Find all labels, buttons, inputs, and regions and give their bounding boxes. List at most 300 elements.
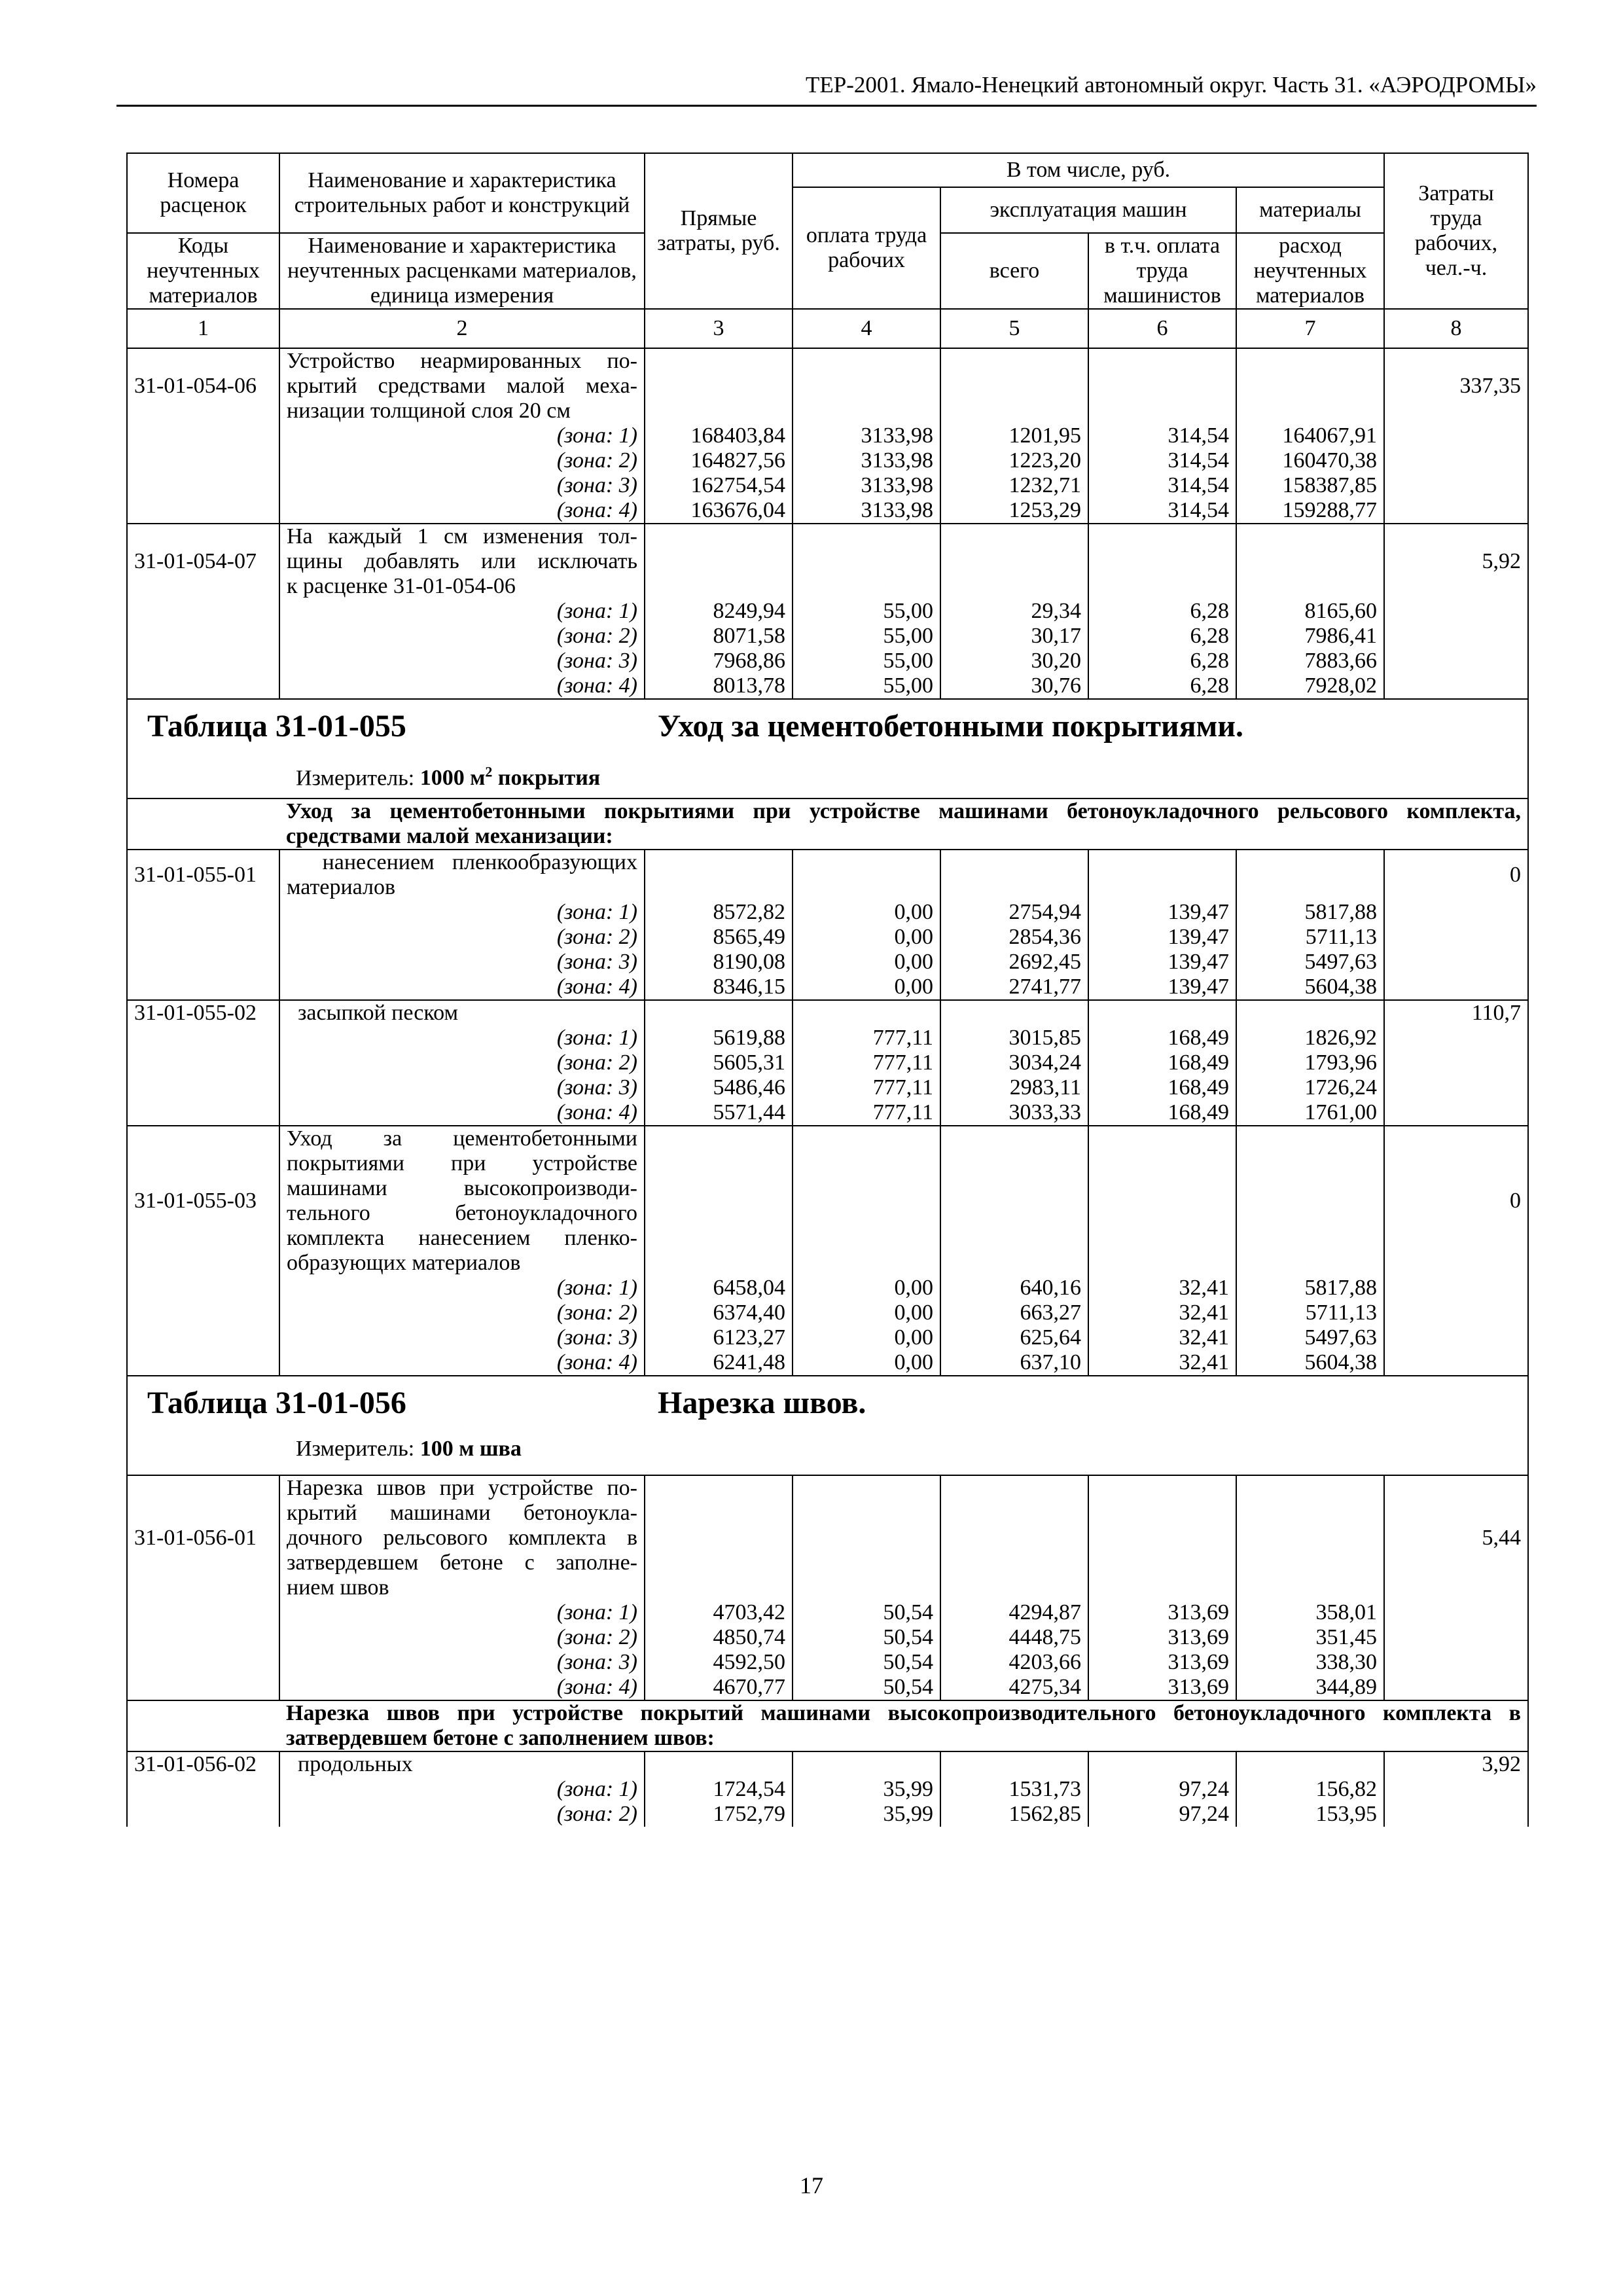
empty-cell xyxy=(793,850,940,900)
empty-cell xyxy=(1384,624,1528,649)
table-title-row xyxy=(127,1376,1528,1475)
cost-value: 0,00 xyxy=(793,925,940,950)
cost-value: 164067,91 xyxy=(1236,423,1384,448)
cost-value: 777,11 xyxy=(793,1026,940,1050)
zone-row xyxy=(127,925,1528,950)
zone-row xyxy=(127,448,1528,473)
zone-label: (зона: 3) xyxy=(279,1075,645,1100)
rate-code: 31-01-056-01 xyxy=(127,1475,279,1600)
cost-value: 168,49 xyxy=(1088,1026,1236,1050)
empty-cell xyxy=(1384,673,1528,699)
rate-description xyxy=(279,524,645,599)
empty-cell xyxy=(1384,1026,1528,1050)
page-header-title: ТЕР-2001. Ямало-Ненецкий автономный округ. Часть 31. «АЭРОДРОМЫ» xyxy=(806,72,1537,98)
empty-cell xyxy=(1384,649,1528,673)
empty-cell xyxy=(1236,524,1384,599)
empty-cell xyxy=(127,1300,279,1325)
zone-row xyxy=(127,1675,1528,1700)
cost-value: 6,28 xyxy=(1088,599,1236,624)
rate-code: 31-01-055-03 xyxy=(127,1126,279,1276)
measurement-tail: покрытия xyxy=(492,766,601,791)
cost-value: 32,41 xyxy=(1088,1276,1236,1300)
cost-value: 777,11 xyxy=(793,1100,940,1126)
cost-value: 50,54 xyxy=(793,1625,940,1650)
cost-value: 6241,48 xyxy=(645,1350,793,1376)
empty-cell xyxy=(645,524,793,599)
empty-cell xyxy=(645,1126,793,1276)
table-title-cell xyxy=(127,699,1528,798)
subsection-row xyxy=(127,798,1528,850)
cost-value: 0,00 xyxy=(793,1325,940,1350)
cost-value: 35,99 xyxy=(793,1777,940,1802)
cost-value: 5571,44 xyxy=(645,1100,793,1126)
measurement-value xyxy=(420,1437,522,1461)
empty-cell xyxy=(645,1751,793,1777)
empty-cell xyxy=(793,1126,940,1276)
cost-value: 97,24 xyxy=(1088,1777,1236,1802)
cost-value: 1726,24 xyxy=(1236,1075,1384,1100)
empty-cell xyxy=(127,798,279,850)
cost-value: 6374,40 xyxy=(645,1300,793,1325)
zone-row xyxy=(127,1350,1528,1376)
cost-value: 32,41 xyxy=(1088,1350,1236,1376)
empty-cell xyxy=(127,975,279,1000)
header-including: В том числе, руб. xyxy=(793,153,1384,187)
empty-cell xyxy=(1236,1751,1384,1777)
empty-cell xyxy=(127,473,279,498)
zone-row xyxy=(127,1600,1528,1625)
empty-cell xyxy=(1384,950,1528,975)
column-number: 7 xyxy=(1236,309,1384,348)
cost-value: 1752,79 xyxy=(645,1802,793,1827)
labor-value: 0 xyxy=(1384,1126,1528,1276)
table-body xyxy=(127,348,1528,1827)
empty-cell xyxy=(793,1751,940,1777)
table-title-cell xyxy=(127,1376,1528,1475)
cost-value: 168,49 xyxy=(1088,1100,1236,1126)
zone-label: (зона: 2) xyxy=(279,1625,645,1650)
zone-label: (зона: 4) xyxy=(279,498,645,524)
empty-cell xyxy=(127,673,279,699)
header-machinist-wages: в т.ч. оплата труда машинистов xyxy=(1088,233,1236,309)
measurement-sup: 2 xyxy=(485,764,493,780)
zone-label: (зона: 3) xyxy=(279,473,645,498)
description-line: щины добавлять или исключать xyxy=(287,549,637,573)
empty-cell xyxy=(940,1000,1088,1026)
empty-cell xyxy=(1384,1300,1528,1325)
cost-value: 0,00 xyxy=(793,1300,940,1325)
description-line: низации толщиной слоя 20 см xyxy=(287,399,571,423)
cost-value: 6,28 xyxy=(1088,624,1236,649)
empty-cell xyxy=(1384,925,1528,950)
empty-cell xyxy=(645,850,793,900)
column-number: 4 xyxy=(793,309,940,348)
labor-value: 3,92 xyxy=(1384,1751,1528,1777)
zone-row xyxy=(127,975,1528,1000)
cost-value: 139,47 xyxy=(1088,975,1236,1000)
cost-value: 637,10 xyxy=(940,1350,1088,1376)
cost-value: 8013,78 xyxy=(645,673,793,699)
cost-value: 164827,56 xyxy=(645,448,793,473)
empty-cell xyxy=(793,1475,940,1600)
zone-label: (зона: 3) xyxy=(279,1650,645,1675)
empty-cell xyxy=(127,1050,279,1075)
cost-value: 8190,08 xyxy=(645,950,793,975)
cost-value: 55,00 xyxy=(793,624,940,649)
cost-value: 1761,00 xyxy=(1236,1100,1384,1126)
cost-value: 777,11 xyxy=(793,1050,940,1075)
description-line: покрытиями при устройстве xyxy=(287,1151,637,1175)
empty-cell xyxy=(1384,1675,1528,1700)
empty-cell xyxy=(127,448,279,473)
cost-value: 160470,38 xyxy=(1236,448,1384,473)
zone-label: (зона: 2) xyxy=(279,1050,645,1075)
description-line: засыпкой песком xyxy=(287,1001,459,1025)
cost-value: 5619,88 xyxy=(645,1026,793,1050)
cost-value: 4275,34 xyxy=(940,1675,1088,1700)
zone-label: (зона: 1) xyxy=(279,900,645,925)
zone-label: (зона: 1) xyxy=(279,423,645,448)
cost-value: 159288,77 xyxy=(1236,498,1384,524)
description-line: машинами высокопроизводи- xyxy=(287,1176,637,1200)
empty-cell xyxy=(127,1026,279,1050)
empty-cell xyxy=(127,649,279,673)
empty-cell xyxy=(127,423,279,448)
rates-table xyxy=(126,152,1529,1827)
zone-label: (зона: 3) xyxy=(279,1325,645,1350)
cost-value: 7928,02 xyxy=(1236,673,1384,699)
measurement-unit xyxy=(296,760,600,791)
zone-row xyxy=(127,599,1528,624)
empty-cell xyxy=(940,850,1088,900)
zone-label: (зона: 4) xyxy=(279,1350,645,1376)
cost-value: 6,28 xyxy=(1088,649,1236,673)
empty-cell xyxy=(127,624,279,649)
empty-cell xyxy=(1088,1126,1236,1276)
cost-value: 30,76 xyxy=(940,673,1088,699)
header-direct-costs: Прямые затраты, руб. xyxy=(645,153,793,309)
zone-row xyxy=(127,1276,1528,1300)
zone-row xyxy=(127,950,1528,975)
empty-cell xyxy=(127,1625,279,1650)
empty-cell xyxy=(793,348,940,423)
empty-cell xyxy=(645,1475,793,1600)
cost-value: 139,47 xyxy=(1088,900,1236,925)
cost-value: 1253,29 xyxy=(940,498,1088,524)
cost-value: 2754,94 xyxy=(940,900,1088,925)
zone-row xyxy=(127,473,1528,498)
empty-cell xyxy=(1384,1050,1528,1075)
zone-row xyxy=(127,1050,1528,1075)
empty-cell xyxy=(645,1000,793,1026)
cost-value: 2692,45 xyxy=(940,950,1088,975)
zone-label: (зона: 4) xyxy=(279,1100,645,1126)
cost-value: 0,00 xyxy=(793,1276,940,1300)
empty-cell xyxy=(1384,1777,1528,1802)
zone-label: (зона: 2) xyxy=(279,448,645,473)
table-title xyxy=(134,1376,1521,1475)
labor-value: 110,7 xyxy=(1384,1000,1528,1026)
empty-cell xyxy=(1236,850,1384,900)
measurement-unit xyxy=(296,1437,522,1462)
cost-value: 4203,66 xyxy=(940,1650,1088,1675)
cost-value: 777,11 xyxy=(793,1075,940,1100)
empty-cell xyxy=(127,1276,279,1300)
empty-cell xyxy=(1384,1650,1528,1675)
cost-value: 1232,71 xyxy=(940,473,1088,498)
cost-value: 5817,88 xyxy=(1236,1276,1384,1300)
description-line: затвердевшем бетоне с заполне- xyxy=(287,1551,637,1575)
table-name: Уход за цементобетонными покрытиями. xyxy=(658,709,1244,744)
cost-value: 4294,87 xyxy=(940,1600,1088,1625)
cost-value: 8249,94 xyxy=(645,599,793,624)
cost-value: 168403,84 xyxy=(645,423,793,448)
zone-row xyxy=(127,649,1528,673)
cost-value: 32,41 xyxy=(1088,1325,1236,1350)
labor-value: 0 xyxy=(1384,850,1528,900)
empty-cell xyxy=(1384,975,1528,1000)
empty-cell xyxy=(940,1751,1088,1777)
measurement-value-text: 100 м шва xyxy=(419,1437,522,1461)
cost-value: 313,69 xyxy=(1088,1600,1236,1625)
empty-cell xyxy=(1384,599,1528,624)
empty-cell xyxy=(127,1350,279,1376)
zone-label: (зона: 1) xyxy=(279,1026,645,1050)
column-number: 8 xyxy=(1384,309,1528,348)
cost-value: 50,54 xyxy=(793,1600,940,1625)
rate-row xyxy=(127,1751,1528,1777)
measurement-value-text: 1000 м xyxy=(419,766,486,791)
cost-value: 8071,58 xyxy=(645,624,793,649)
cost-value: 338,30 xyxy=(1236,1650,1384,1675)
cost-value: 314,54 xyxy=(1088,473,1236,498)
cost-value: 1531,73 xyxy=(940,1777,1088,1802)
description-line: продольных xyxy=(287,1752,413,1776)
cost-value: 7968,86 xyxy=(645,649,793,673)
column-number: 3 xyxy=(645,309,793,348)
empty-cell xyxy=(127,1325,279,1350)
cost-value: 313,69 xyxy=(1088,1675,1236,1700)
zone-row xyxy=(127,1802,1528,1827)
cost-value: 153,95 xyxy=(1236,1802,1384,1827)
empty-cell xyxy=(940,348,1088,423)
empty-cell xyxy=(1384,1350,1528,1376)
rate-code: 31-01-056-02 xyxy=(127,1751,279,1777)
empty-cell xyxy=(1236,1000,1384,1026)
zone-row xyxy=(127,423,1528,448)
description-line: крытий машинами бетоноукла- xyxy=(287,1501,637,1525)
cost-value: 314,54 xyxy=(1088,423,1236,448)
cost-value: 8165,60 xyxy=(1236,599,1384,624)
zone-row xyxy=(127,1026,1528,1050)
cost-value: 5604,38 xyxy=(1236,975,1384,1000)
cost-value: 55,00 xyxy=(793,649,940,673)
empty-cell xyxy=(940,1126,1088,1276)
cost-value: 29,34 xyxy=(940,599,1088,624)
empty-cell xyxy=(1384,498,1528,524)
empty-cell xyxy=(1088,1751,1236,1777)
empty-cell xyxy=(127,1802,279,1827)
cost-value: 4850,74 xyxy=(645,1625,793,1650)
cost-value: 0,00 xyxy=(793,900,940,925)
zone-label: (зона: 3) xyxy=(279,950,645,975)
cost-value: 7986,41 xyxy=(1236,624,1384,649)
subsection-row xyxy=(127,1700,1528,1751)
cost-value: 313,69 xyxy=(1088,1650,1236,1675)
zone-row xyxy=(127,1075,1528,1100)
empty-cell xyxy=(127,1777,279,1802)
cost-value: 2741,77 xyxy=(940,975,1088,1000)
cost-value: 5605,31 xyxy=(645,1050,793,1075)
labor-value: 5,92 xyxy=(1384,524,1528,599)
empty-cell xyxy=(1384,1100,1528,1126)
description-line: Нарезка швов при устройстве по- xyxy=(287,1476,637,1500)
zone-row xyxy=(127,1777,1528,1802)
measurement-label: Измеритель: xyxy=(296,766,420,791)
cost-value: 5817,88 xyxy=(1236,900,1384,925)
empty-cell xyxy=(127,1700,279,1751)
empty-cell xyxy=(127,1075,279,1100)
description-line: нием швов xyxy=(287,1575,389,1600)
cost-value: 50,54 xyxy=(793,1650,940,1675)
empty-cell xyxy=(1088,348,1236,423)
description-line: к расценке 31-01-054-06 xyxy=(287,574,516,598)
description-line: материалов xyxy=(287,875,396,899)
cost-value: 314,54 xyxy=(1088,448,1236,473)
zone-label: (зона: 4) xyxy=(279,673,645,699)
description-line: тельного бетоноукладочного xyxy=(287,1201,637,1225)
page-number: 17 xyxy=(800,2172,823,2198)
cost-value: 8565,49 xyxy=(645,925,793,950)
rate-code: 31-01-055-01 xyxy=(127,850,279,900)
description-line: Устройство неармированных по- xyxy=(287,349,637,373)
cost-value: 156,82 xyxy=(1236,1777,1384,1802)
cost-value: 3133,98 xyxy=(793,423,940,448)
cost-value: 4703,42 xyxy=(645,1600,793,1625)
cost-value: 3133,98 xyxy=(793,448,940,473)
rate-code: 31-01-054-07 xyxy=(127,524,279,599)
cost-value: 139,47 xyxy=(1088,950,1236,975)
empty-cell xyxy=(1384,1276,1528,1300)
empty-cell xyxy=(1384,900,1528,925)
cost-value: 0,00 xyxy=(793,950,940,975)
empty-cell xyxy=(1088,1000,1236,1026)
labor-value: 5,44 xyxy=(1384,1475,1528,1600)
zone-row xyxy=(127,498,1528,524)
empty-cell xyxy=(127,599,279,624)
table-title xyxy=(134,700,1521,798)
cost-value: 1826,92 xyxy=(1236,1026,1384,1050)
cost-value: 1793,96 xyxy=(1236,1050,1384,1075)
cost-value: 313,69 xyxy=(1088,1625,1236,1650)
zone-label: (зона: 2) xyxy=(279,624,645,649)
cost-value: 50,54 xyxy=(793,1675,940,1700)
table-number: Таблица 31-01-056 xyxy=(147,1386,406,1420)
cost-value: 1724,54 xyxy=(645,1777,793,1802)
empty-cell xyxy=(127,900,279,925)
cost-value: 55,00 xyxy=(793,673,940,699)
cost-value: 2983,11 xyxy=(940,1075,1088,1100)
cost-value: 97,24 xyxy=(1088,1802,1236,1827)
description-line: дочного рельсового комплекта в xyxy=(287,1526,637,1550)
zone-label: (зона: 4) xyxy=(279,975,645,1000)
cost-value: 358,01 xyxy=(1236,1600,1384,1625)
labor-value: 337,35 xyxy=(1384,348,1528,423)
cost-value: 6,28 xyxy=(1088,673,1236,699)
cost-value: 663,27 xyxy=(940,1300,1088,1325)
empty-cell xyxy=(1236,1475,1384,1600)
zone-row xyxy=(127,1300,1528,1325)
cost-value: 35,99 xyxy=(793,1802,940,1827)
rate-description xyxy=(279,1126,645,1276)
description-line: Уход за цементобетонными xyxy=(287,1126,637,1151)
zone-label: (зона: 1) xyxy=(279,1600,645,1625)
cost-value: 2854,36 xyxy=(940,925,1088,950)
cost-value: 3034,24 xyxy=(940,1050,1088,1075)
cost-value: 6123,27 xyxy=(645,1325,793,1350)
zone-row xyxy=(127,1625,1528,1650)
header-machines: эксплуатация машин xyxy=(940,187,1236,233)
cost-value: 7883,66 xyxy=(1236,649,1384,673)
cost-value: 314,54 xyxy=(1088,498,1236,524)
cost-value: 1562,85 xyxy=(940,1802,1088,1827)
cost-value: 5497,63 xyxy=(1236,950,1384,975)
cost-value: 168,49 xyxy=(1088,1050,1236,1075)
cost-value: 1201,95 xyxy=(940,423,1088,448)
header-codes-top: Номера расценок xyxy=(127,153,279,233)
column-number: 2 xyxy=(279,309,645,348)
cost-value: 625,64 xyxy=(940,1325,1088,1350)
rate-row xyxy=(127,1000,1528,1026)
rate-code: 31-01-055-02 xyxy=(127,1000,279,1026)
measurement-value xyxy=(420,766,601,790)
empty-cell xyxy=(127,950,279,975)
rate-description xyxy=(279,348,645,423)
header-wages: оплата труда рабочих xyxy=(793,187,940,309)
empty-cell xyxy=(793,524,940,599)
empty-cell xyxy=(940,524,1088,599)
cost-value: 8572,82 xyxy=(645,900,793,925)
cost-value: 8346,15 xyxy=(645,975,793,1000)
cost-value: 168,49 xyxy=(1088,1075,1236,1100)
empty-cell xyxy=(127,1100,279,1126)
cost-value: 162754,54 xyxy=(645,473,793,498)
column-number: 5 xyxy=(940,309,1088,348)
zone-label: (зона: 1) xyxy=(279,1276,645,1300)
empty-cell xyxy=(127,925,279,950)
cost-value: 5497,63 xyxy=(1236,1325,1384,1350)
empty-cell xyxy=(793,1000,940,1026)
cost-value: 5486,46 xyxy=(645,1075,793,1100)
cost-value: 3033,33 xyxy=(940,1100,1088,1126)
empty-cell xyxy=(1236,348,1384,423)
zone-label: (зона: 1) xyxy=(279,1777,645,1802)
header-machines-total: всего xyxy=(940,233,1088,309)
rate-code: 31-01-054-06 xyxy=(127,348,279,423)
cost-value: 4592,50 xyxy=(645,1650,793,1675)
cost-value: 30,17 xyxy=(940,624,1088,649)
empty-cell xyxy=(1088,1475,1236,1600)
zone-label: (зона: 1) xyxy=(279,599,645,624)
cost-value: 6458,04 xyxy=(645,1276,793,1300)
cost-value: 5604,38 xyxy=(1236,1350,1384,1376)
description-line: образующих материалов xyxy=(287,1251,521,1275)
column-number: 6 xyxy=(1088,309,1236,348)
cost-value: 55,00 xyxy=(793,599,940,624)
header-name-bottom: Наименование и характеристика неучтенных расценками материалов, единица измерения xyxy=(279,233,645,309)
table-number: Таблица 31-01-055 xyxy=(147,709,406,744)
description-line: комплекта нанесением пленко- xyxy=(287,1226,637,1250)
